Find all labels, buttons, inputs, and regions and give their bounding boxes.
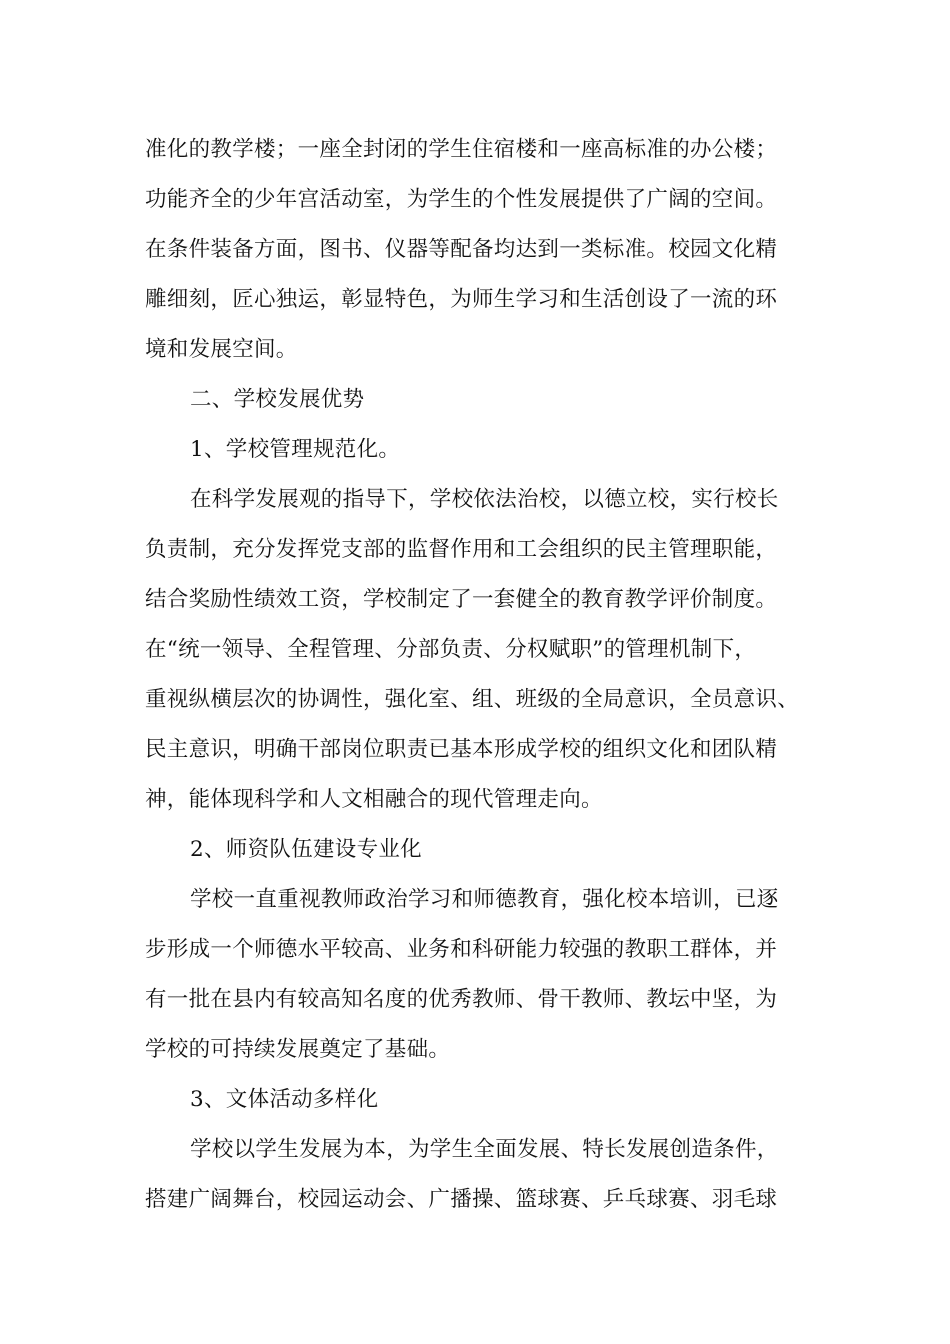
paragraph-line: 负责制，充分发挥党支部的监督作用和工会组织的民主管理职能，: [145, 537, 778, 562]
paragraph-line: 准化的教学楼；一座全封闭的学生住宿楼和一座高标准的办公楼；: [145, 137, 778, 162]
paragraph-line: 搭建广阔舞台，校园运动会、广播操、篮球赛、乒乓球赛、羽毛球: [145, 1187, 778, 1212]
section-heading: 二、学校发展优势: [190, 387, 365, 412]
subsection-heading: 1、学校管理规范化。: [190, 437, 401, 462]
paragraph-line: 结合奖励性绩效工资，学校制定了一套健全的教育教学评价制度。: [145, 587, 778, 612]
paragraph-line: 有一批在县内有较高知名度的优秀教师、骨干教师、教坛中坚，为: [145, 987, 778, 1012]
paragraph-line: 步形成一个师德水平较高、业务和科研能力较强的教职工群体，并: [145, 937, 778, 962]
subsection-heading: 2、师资队伍建设专业化: [190, 837, 422, 862]
paragraph-line: 民主意识，明确干部岗位职责已基本形成学校的组织文化和团队精: [145, 737, 778, 762]
paragraph-line: 在科学发展观的指导下，学校依法治校，以德立校，实行校长: [190, 487, 779, 512]
paragraph-line: 重视纵横层次的协调性，强化室、组、班级的全局意识，全员意识、: [145, 687, 800, 712]
paragraph-line: 学校的可持续发展奠定了基础。: [145, 1037, 451, 1062]
paragraph-line: 功能齐全的少年宫活动室，为学生的个性发展提供了广阔的空间。: [145, 187, 778, 212]
paragraph-line: 神，能体现科学和人文相融合的现代管理走向。: [145, 787, 603, 812]
paragraph-line: 雕细刻，匠心独运，彰显特色，为师生学习和生活创设了一流的环: [145, 287, 778, 312]
paragraph-line: 境和发展空间。: [145, 337, 298, 362]
subsection-heading: 3、文体活动多样化: [190, 1087, 379, 1112]
paragraph-line: 在“统一领导、全程管理、分部负责、分权赋职”的管理机制下，: [145, 637, 757, 662]
paragraph-line: 学校一直重视教师政治学习和师德教育，强化校本培训，已逐: [190, 887, 779, 912]
paragraph-line: 在条件装备方面，图书、仪器等配备均达到一类标准。校园文化精: [145, 237, 778, 262]
paragraph-line: 学校以学生发展为本，为学生全面发展、特长发展创造条件，: [190, 1137, 779, 1162]
